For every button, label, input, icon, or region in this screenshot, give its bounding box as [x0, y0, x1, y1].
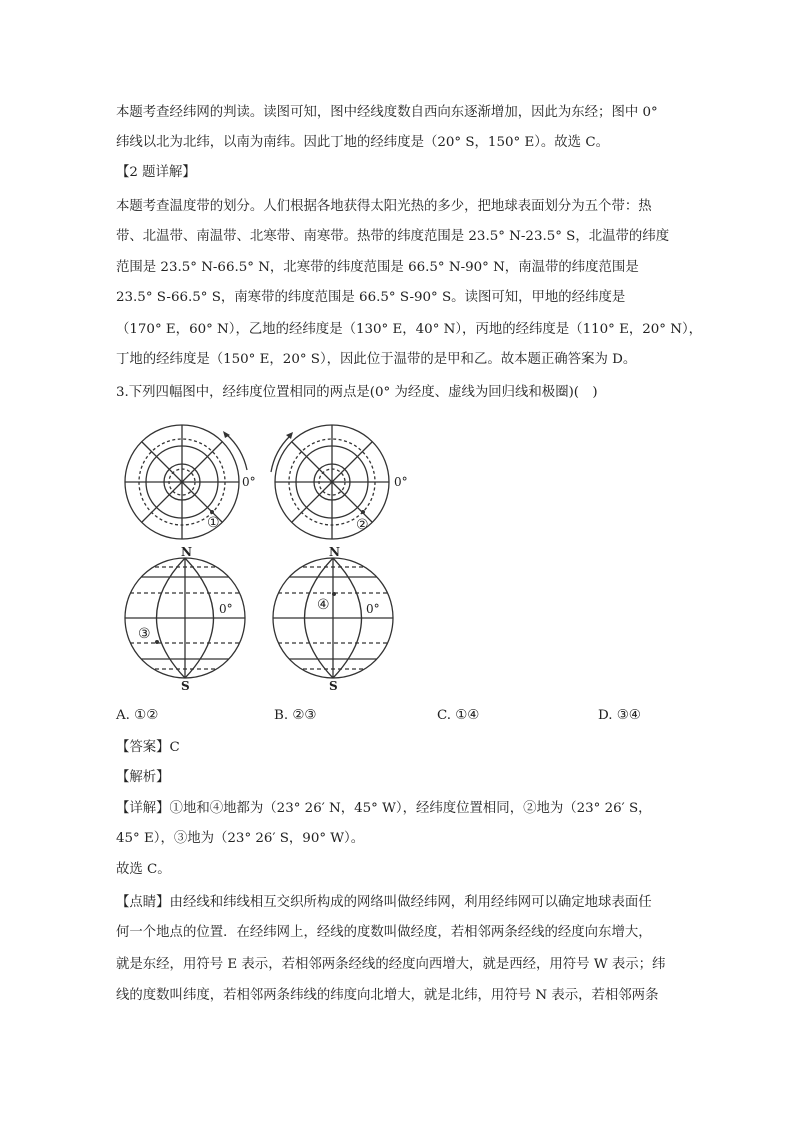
text-line: 本题考查经纬网的判读。读图可知，图中经线度数自西向东逐渐增加，因此为东经；图中 0° [116, 105, 658, 120]
text-line: 23.5° S-66.5° S，南寒带的纬度范围是 66.5° S-90° S。读图可知，甲地的经纬度是 [116, 290, 626, 305]
text-line: 丁地的经纬度是（150° E，20° S），因此位于温带的是甲和乙。故本题正确答案为 D。 [116, 352, 637, 367]
tip-line: 线的度数叫纬度，若相邻两条纬线的纬度向北增大，就是北纬，用符号 N 表示，若相邻两条 [116, 988, 659, 1003]
tip-line: 【点睛】由经线和纬线相互交织所构成的网络叫做经纬网，利用经纬网可以确定地球表面任 [116, 895, 652, 910]
analysis-heading: 【解析】 [116, 770, 170, 785]
text-line: 纬线以北为北纬，以南为南纬。因此丁地的经纬度是（20° S，150° E）。故选 C。 [116, 135, 609, 150]
polar-diagram-2 [271, 425, 389, 539]
marker-3: ③ [138, 626, 151, 642]
globe-diagram-3 [125, 558, 245, 678]
text-line: 本题考查温度带的划分。人们根据各地获得太阳光热的多少，把地球表面划分为五个带：热 [116, 199, 652, 214]
detail-line: 【详解】①地和④地都为（23° 26′ N，45° W），经纬度位置相同，②地为（23° 26′ S， [116, 801, 652, 816]
marker-4: ④ [317, 597, 330, 613]
question-3: 3.下列四幅图中，经纬度位置相同的两点是(0° 为经度、虚线为回归线和极圈)( ) [116, 385, 598, 400]
globe-diagram-4 [273, 558, 393, 678]
option-d[interactable]: D. ③④ [598, 708, 641, 723]
conclusion-line: 故选 C。 [116, 862, 171, 877]
north-label: N [329, 545, 340, 559]
zero-meridian-label: 0° [366, 602, 380, 616]
text-line: 范围是 23.5° N-66.5° N，北寒带的纬度范围是 66.5° N-90° N，南温带的纬度范围是 [116, 260, 639, 275]
marker-1: ① [207, 515, 220, 531]
south-label: S [181, 679, 190, 690]
section-heading: 【2 题详解】 [116, 165, 196, 180]
question-figure [118, 420, 438, 690]
tip-line: 何一个地点的位置．在经纬网上，经线的度数叫做经度，若相邻两条经线的经度向东增大， [116, 925, 652, 940]
option-a[interactable]: A. ①② [116, 708, 159, 723]
tip-line: 就是东经，用符号 E 表示，若相邻两条经线的经度向西增大，就是西经，用符号 W 表示；纬 [116, 957, 666, 972]
option-c[interactable]: C. ①④ [437, 708, 480, 723]
polar-diagram-1 [125, 425, 247, 539]
text-line: （170° E，60° N），乙地的经纬度是（130° E，40° N），丙地的经纬度是（110° E，20° N）， [116, 322, 703, 337]
option-b[interactable]: B. ②③ [274, 708, 317, 723]
south-label: S [329, 679, 338, 690]
zero-meridian-label: 0° [242, 475, 256, 489]
zero-meridian-label: 0° [394, 475, 408, 489]
rotation-arrow-icon [271, 436, 290, 472]
zero-meridian-label: 0° [219, 602, 233, 616]
answer-line: 【答案】C [116, 740, 180, 755]
north-label: N [181, 545, 192, 559]
text-line: 带、北温带、南温带、北寒带、南寒带。热带的纬度范围是 23.5° N-23.5° S，北温带的纬度 [116, 229, 670, 244]
marker-2: ② [356, 517, 369, 533]
detail-line: 45° E），③地为（23° 26′ S，90° W）。 [116, 831, 365, 846]
